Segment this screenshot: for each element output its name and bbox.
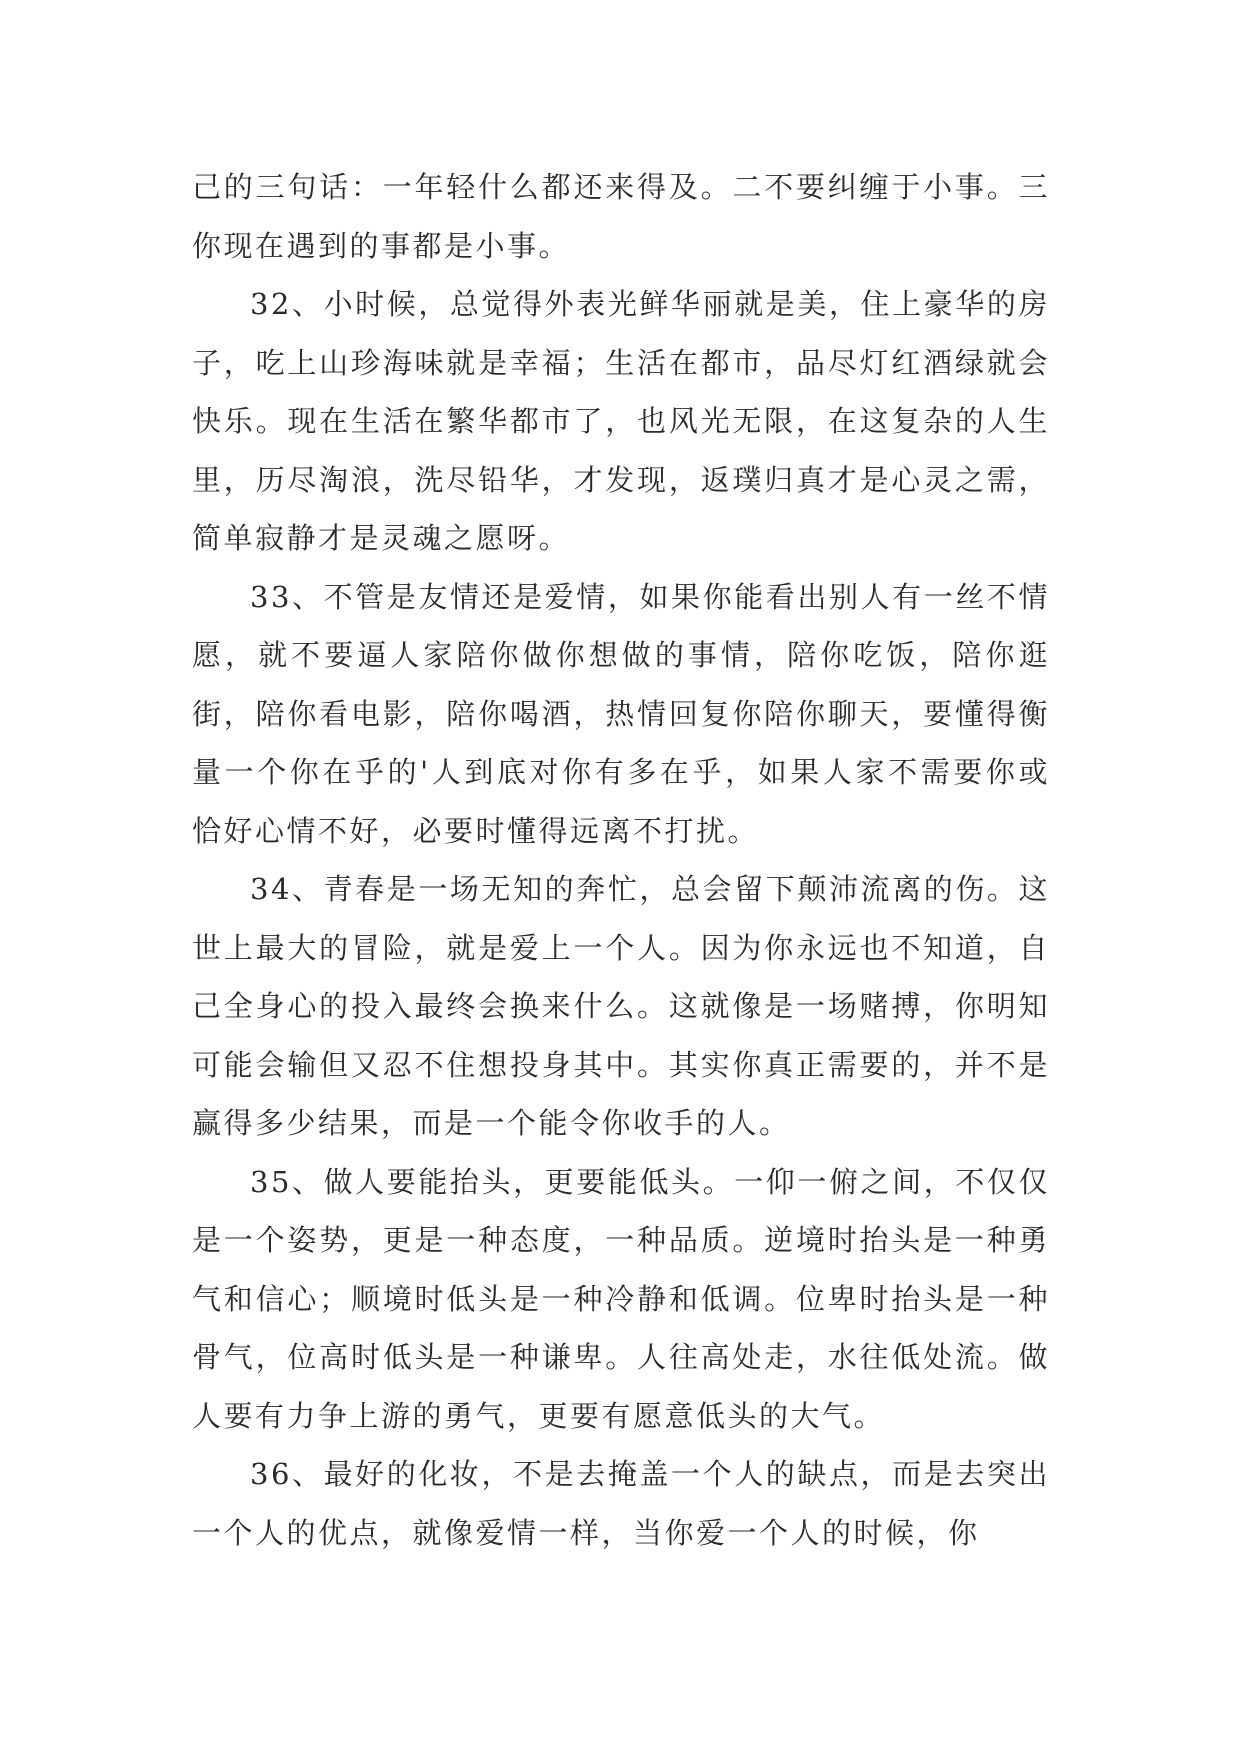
- paragraph-35: 35、做人要能抬头，更要能低头。一仰一俯之间，不仅仅是一个姿势，更是一种态度，一种品质。逆境时抬头是一种勇气和信心；顺境时低头是一种冷静和低调。位卑时抬头是一种骨气，位高时低头是一种谦卑。人往高处走，水往低处流。做人要有力争上游的勇气，更要有愿意低头的大气。: [192, 1164, 1050, 1433]
- paragraph-32: 32、小时候，总觉得外表光鲜华丽就是美，住上豪华的房子，吃上山珍海味就是幸福；生活在都市，品尽灯红酒绿就会快乐。现在生活在繁华都市了，也风光无限，在这复杂的人生里，历尽淘浪，洗尽铅华，才发现，返璞归真才是心灵之需，简单寂静才是灵魂之愿呀。: [192, 287, 1050, 555]
- paragraph-34: 34、青春是一场无知的奔忙，总会留下颠沛流离的伤。这世上最大的冒险，就是爱上一个人。因为你永远也不知道，自己全身心的投入最终会换来什么。这就像是一场赌搏，你明知可能会输但又忍不住想投身其中。其实你真正需要的，并不是赢得多少结果，而是一个能令你收手的人。: [192, 872, 1050, 1140]
- paragraph-36: 36、最好的化妆，不是去掩盖一个人的缺点，而是去突出一个人的优点，就像爱情一样，当你爱一个人的时候，你: [192, 1457, 1050, 1550]
- paragraph-31-continuation: 己的三句话：一年轻什么都还来得及。二不要纠缠于小事。三你现在遇到的事都是小事。: [192, 170, 1050, 263]
- paragraph-33: 33、不管是友情还是爱情，如果你能看出别人有一丝不情愿，就不要逼人家陪你做你想做的事情，陪你吃饭，陪你逛街，陪你看电影，陪你喝酒，热情回复你陪你聊天，要懂得衡量一个你在乎的'人到底对你有多在乎，如果人家不需要你或恰好心情不好，必要时懂得远离不打扰。: [192, 579, 1050, 848]
- document-body: [192, 158, 1050, 1562]
